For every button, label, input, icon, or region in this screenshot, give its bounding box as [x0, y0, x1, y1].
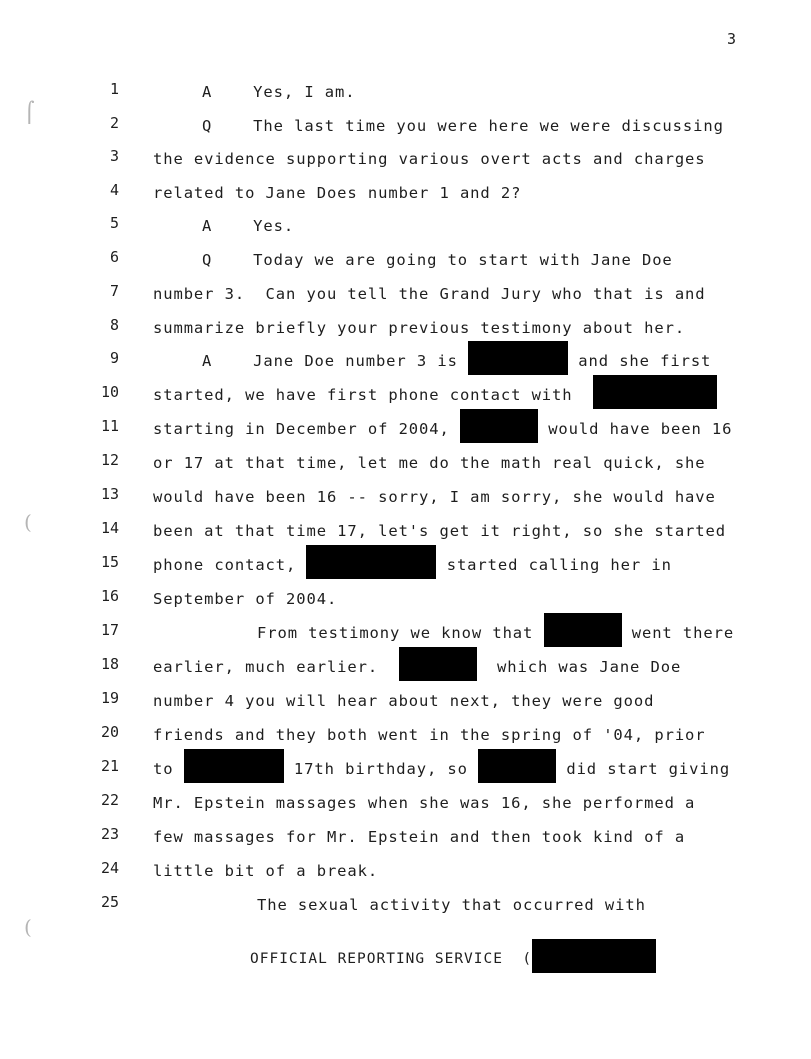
redaction-block: [306, 545, 436, 579]
line-text: [202, 80, 355, 104]
line-text: [153, 825, 685, 849]
transcript-line: [0, 114, 811, 138]
line-number: 16: [100, 587, 119, 605]
line-text: [153, 147, 706, 171]
transcript-line: [0, 316, 811, 340]
transcript-line: [0, 723, 811, 747]
line-number: 9: [109, 349, 119, 367]
line-text: [153, 791, 695, 815]
line-text-segment: number 3. Can you tell the Grand Jury who that is and: [153, 285, 706, 303]
line-text-segment: to: [153, 760, 184, 778]
line-text: [257, 621, 734, 645]
line-number: 2: [109, 114, 119, 132]
line-text: [153, 689, 654, 713]
line-number: 7: [109, 282, 119, 300]
line-text-segment: earlier, much earlier.: [153, 658, 399, 676]
transcript-line: [0, 383, 811, 407]
transcript-line: [0, 214, 811, 238]
line-text: [153, 859, 378, 883]
line-text: [202, 349, 711, 373]
transcript-line: [0, 349, 811, 373]
line-text-segment: started, we have first phone contact with: [153, 386, 593, 404]
line-text: [153, 587, 337, 611]
line-text: [153, 282, 706, 306]
redaction-block: [460, 409, 538, 443]
line-text-segment: A Yes, I am.: [202, 83, 356, 101]
transcript-line: [0, 553, 811, 577]
redaction-block: [544, 613, 622, 647]
line-number: 8: [109, 316, 119, 334]
line-text-segment: the evidence supporting various overt acts and charges: [153, 150, 706, 168]
line-text-segment: been at that time 17, let's get it right, so she started: [153, 522, 726, 540]
redaction-block: [593, 375, 717, 409]
line-text-segment: did start giving: [556, 760, 731, 778]
line-number: 14: [100, 519, 119, 537]
transcript-line: [0, 859, 811, 883]
transcript-line: [0, 451, 811, 475]
transcript-line: [0, 80, 811, 104]
line-text-segment: The sexual activity that occurred with: [257, 896, 646, 914]
line-text-segment: phone contact,: [153, 556, 307, 574]
redaction-block: [399, 647, 477, 681]
line-text: [153, 181, 521, 205]
line-text: [153, 316, 685, 340]
line-text: [202, 214, 294, 238]
transcript-line: [0, 689, 811, 713]
page-footer: [250, 945, 656, 973]
line-text: [153, 417, 732, 441]
line-text-segment: September of 2004.: [153, 590, 338, 608]
line-text-segment: A Yes.: [202, 217, 295, 235]
line-number: 15: [100, 553, 119, 571]
redaction-block: [184, 749, 284, 783]
line-text: [153, 553, 672, 577]
line-text-segment: would have been 16: [537, 420, 733, 438]
redaction-block: [468, 341, 568, 375]
transcript-line: [0, 655, 811, 679]
line-text-segment: went there: [621, 624, 735, 642]
line-text: [257, 893, 646, 917]
line-number: 3: [109, 147, 119, 165]
line-number: 25: [100, 893, 119, 911]
margin-mark-middle: (: [24, 510, 32, 534]
line-number: 1: [109, 80, 119, 98]
transcript-line: [0, 791, 811, 815]
line-number: 22: [100, 791, 119, 809]
line-number: 17: [100, 621, 119, 639]
line-text: [153, 485, 716, 509]
line-number: 11: [100, 417, 119, 435]
transcript-line: [0, 893, 811, 917]
line-number: 19: [100, 689, 119, 707]
line-text: [153, 655, 681, 679]
line-text-segment: A Jane Doe number 3 is: [202, 352, 469, 370]
line-text-segment: Mr. Epstein massages when she was 16, she performed a: [153, 794, 696, 812]
page-number: 3: [727, 30, 737, 48]
line-text: [202, 248, 673, 272]
line-text-segment: summarize briefly your previous testimony about her.: [153, 319, 686, 337]
redaction-block: [532, 939, 656, 973]
transcript-line: [0, 485, 811, 509]
transcript-line: [0, 621, 811, 645]
transcript-line: [0, 757, 811, 781]
line-number: 4: [109, 181, 119, 199]
line-number: 23: [100, 825, 119, 843]
margin-mark-top: ⌠: [24, 100, 35, 124]
line-text-segment: From testimony we know that: [257, 624, 544, 642]
line-text: [153, 519, 726, 543]
line-text-segment: starting in December of 2004,: [153, 420, 460, 438]
line-text-segment: few massages for Mr. Epstein and then took kind of a: [153, 828, 686, 846]
line-text-segment: would have been 16 -- sorry, I am sorry, she would have: [153, 488, 716, 506]
line-text: [153, 723, 706, 747]
line-text-segment: number 4 you will hear about next, they were good: [153, 692, 655, 710]
line-text-segment: related to Jane Does number 1 and 2?: [153, 184, 522, 202]
transcript-line: [0, 282, 811, 306]
line-text: [202, 114, 724, 138]
line-text-segment: and she first: [568, 352, 712, 370]
line-text-segment: 17th birthday, so: [283, 760, 479, 778]
line-text-segment: which was Jane Doe: [476, 658, 682, 676]
transcript-line: [0, 147, 811, 171]
line-text-segment: Q The last time you were here we were discussing: [202, 117, 724, 135]
line-text: [153, 383, 717, 407]
line-text-segment: little bit of a break.: [153, 862, 379, 880]
line-number: 24: [100, 859, 119, 877]
transcript-line: [0, 825, 811, 849]
line-number: 10: [100, 383, 119, 401]
line-text: [153, 451, 706, 475]
transcript-line: [0, 519, 811, 543]
transcript-line: [0, 248, 811, 272]
transcript-line: [0, 587, 811, 611]
line-number: 12: [100, 451, 119, 469]
line-number: 20: [100, 723, 119, 741]
margin-mark-bottom: (: [24, 915, 32, 939]
line-number: 21: [100, 757, 119, 775]
line-text: [153, 757, 730, 781]
line-text-segment: started calling her in: [436, 556, 672, 574]
line-number: 13: [100, 485, 119, 503]
transcript-line: [0, 417, 811, 441]
line-number: 5: [109, 214, 119, 232]
redaction-block: [478, 749, 556, 783]
line-text-segment: friends and they both went in the spring of '04, prior: [153, 726, 706, 744]
line-text-segment: Q Today we are going to start with Jane Doe: [202, 251, 673, 269]
footer-text: OFFICIAL REPORTING SERVICE (: [250, 951, 533, 967]
transcript-line: [0, 181, 811, 205]
line-text-segment: or 17 at that time, let me do the math real quick, she: [153, 454, 706, 472]
line-number: 18: [100, 655, 119, 673]
line-number: 6: [109, 248, 119, 266]
